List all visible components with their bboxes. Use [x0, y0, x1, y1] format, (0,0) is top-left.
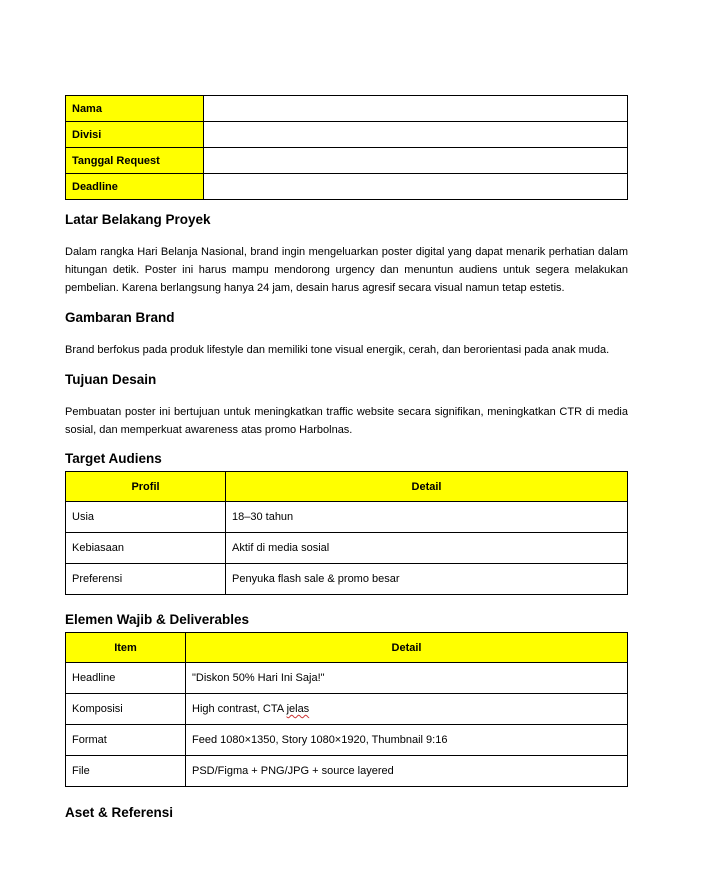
audiens-cell-profil: Preferensi: [66, 564, 226, 595]
section-heading-tujuan-desain: Tujuan Desain: [65, 372, 157, 387]
table-header-row: [66, 472, 628, 502]
table-row: [66, 502, 628, 533]
deliv-cell-detail: Feed 1080×1350, Story 1080×1920, Thumbnail 9:16: [186, 725, 628, 756]
request-value-deadline[interactable]: [204, 174, 628, 200]
detail-text: High contrast, CTA: [192, 703, 284, 715]
table-header-detail: Detail: [226, 472, 628, 502]
deliv-cell-detail: "Diskon 50% Hari Ini Saja!": [186, 663, 628, 694]
request-value-nama[interactable]: [204, 96, 628, 122]
request-value-divisi[interactable]: [204, 122, 628, 148]
request-label-divisi: Divisi: [66, 122, 204, 148]
audiens-cell-profil: Kebiasaan: [66, 533, 226, 564]
deliv-cell-item: Format: [66, 725, 186, 756]
deliverables-table: [65, 632, 628, 787]
paragraph-gambaran-brand: Brand berfokus pada produk lifestyle dan memiliki tone visual energik, cerah, dan berorientasi pada anak muda.: [65, 344, 610, 356]
table-row: [66, 96, 628, 122]
request-value-tanggal-request[interactable]: [204, 148, 628, 174]
audiens-cell-detail: Aktif di media sosial: [226, 533, 628, 564]
request-label-tanggal-request: Tanggal Request: [66, 148, 204, 174]
request-label-nama: Nama: [66, 96, 204, 122]
deliv-cell-item: Komposisi: [66, 694, 186, 725]
audiens-cell-detail: 18–30 tahun: [226, 502, 628, 533]
table-row: [66, 725, 628, 756]
document-content: [65, 95, 628, 821]
table-row: [66, 756, 628, 787]
deliv-cell-detail: PSD/Figma + PNG/JPG + source layered: [186, 756, 628, 787]
request-label-deadline: Deadline: [66, 174, 204, 200]
deliv-cell-item: Headline: [66, 663, 186, 694]
paragraph-tujuan-desain: Pembuatan poster ini bertujuan untuk meningkatkan traffic website secara signifikan, meningkatkan CTR di media sosial, dan memperkuat awareness atas promo Harbolnas.: [65, 406, 628, 436]
audiens-cell-detail: Penyuka flash sale & promo besar: [226, 564, 628, 595]
table-row: [66, 533, 628, 564]
target-audiens-table: [65, 471, 628, 595]
deliv-cell-detail: [186, 694, 628, 725]
section-heading-aset-referensi: Aset & Referensi: [65, 805, 174, 820]
section-heading-gambaran-brand: Gambaran Brand: [65, 310, 175, 325]
paragraph-latar-belakang: Dalam rangka Hari Belanja Nasional, brand ingin mengeluarkan poster digital yang dapat menarik perhatian dalam hitungan detik. Poster ini harus mampu mendorong urgency dan menuntun audiens untuk segera melakukan pembelian. Karena berlangsung hanya 24 jam, desain harus agresif secara visual namun tetap estetis.: [65, 246, 628, 294]
request-info-table: [65, 95, 628, 200]
table-row: [66, 663, 628, 694]
table-header-profil: Profil: [66, 472, 226, 502]
section-heading-latar-belakang: Latar Belakang Proyek: [65, 212, 211, 227]
table-header-row: [66, 633, 628, 663]
table-row: [66, 174, 628, 200]
table-row: [66, 694, 628, 725]
table-row: [66, 122, 628, 148]
table-row: [66, 564, 628, 595]
audiens-cell-profil: Usia: [66, 502, 226, 533]
deliv-cell-item: File: [66, 756, 186, 787]
table-header-detail: Detail: [186, 633, 628, 663]
table-row: [66, 148, 628, 174]
table-header-item: Item: [66, 633, 186, 663]
misspelled-word: jelas: [286, 703, 310, 715]
section-heading-elemen-wajib: Elemen Wajib & Deliverables: [65, 612, 250, 627]
section-heading-target-audiens: Target Audiens: [65, 451, 162, 466]
